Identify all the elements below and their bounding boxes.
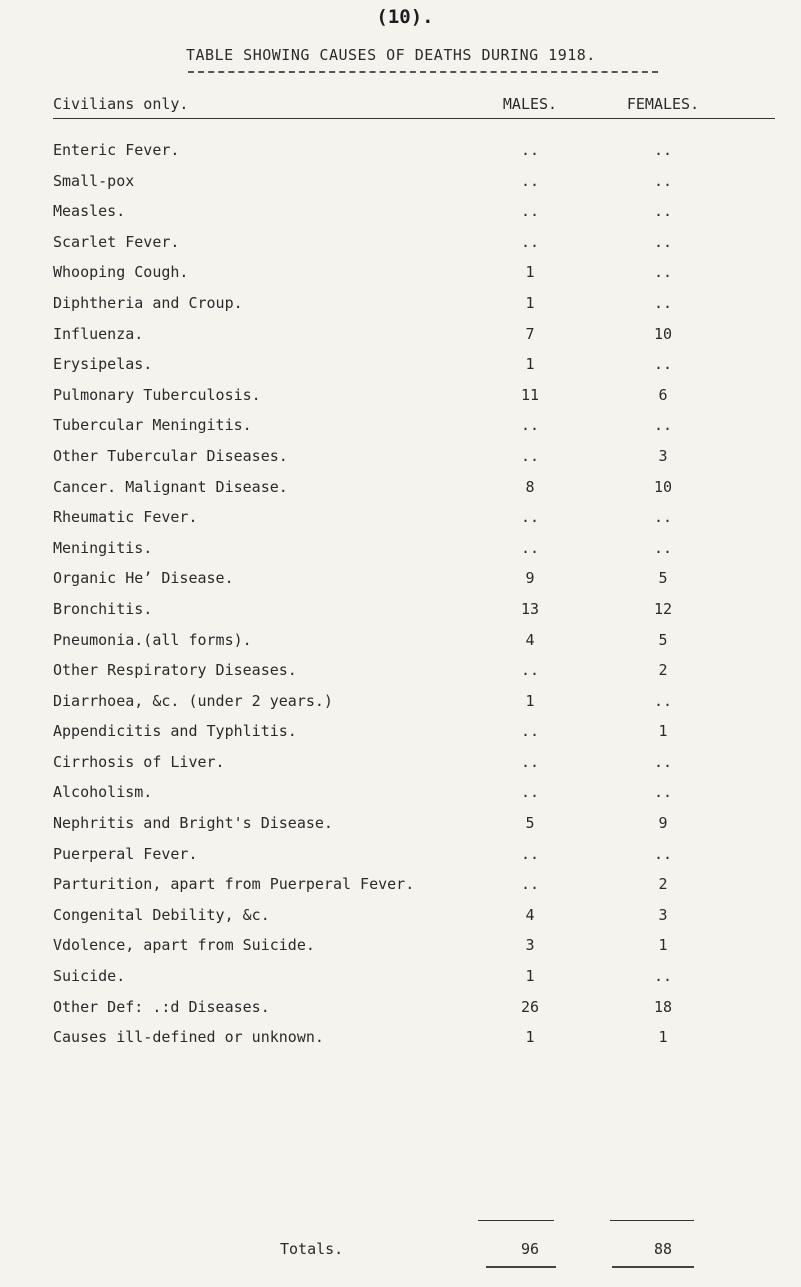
table-row [53,966,773,997]
cause-cell: Alcoholism. [53,783,153,802]
cause-cell: Cirrhosis of Liver. [53,752,225,771]
title-underline [188,71,658,73]
table-row [53,171,773,202]
females-cell: .. [653,355,673,374]
totals-row [53,1240,773,1262]
males-cell: 1 [525,355,535,374]
males-cell: 1 [525,691,535,710]
females-cell: .. [653,967,673,986]
table-row [53,599,773,630]
males-cell: 1 [525,293,535,312]
females-cell: .. [653,783,673,802]
females-cell: 3 [658,446,668,465]
males-cell: 11 [520,385,540,404]
females-cell: 3 [658,905,668,924]
cause-cell: Organic He’ Disease. [53,569,234,588]
table-row [53,691,773,722]
females-cell: 10 [653,324,673,343]
table-row [53,721,773,752]
females-cell: .. [653,141,673,159]
females-cell: 10 [653,477,673,496]
females-cell: .. [653,263,673,282]
males-cell: .. [520,232,540,251]
males-cell: 1 [525,263,535,282]
females-cell: .. [653,232,673,251]
table-title: TABLE SHOWING CAUSES OF DEATHS DURING 1918. [186,46,596,64]
table-row [53,293,773,324]
cause-cell: Enteric Fever. [53,141,180,159]
males-cell: .. [520,171,540,190]
males-cell: .. [520,202,540,221]
cause-cell: Scarlet Fever. [53,232,180,251]
cause-cell: Influenza. [53,324,144,343]
cause-cell: Diarrhoea, &c. (under 2 years.) [53,691,333,710]
males-cell: 9 [525,569,535,588]
cause-cell: Other Def: .:d Diseases. [53,997,270,1016]
cause-cell: Small-pox [53,171,135,190]
females-cell: 1 [658,936,668,955]
males-cell: .. [520,875,540,894]
males-cell: .. [520,661,540,680]
females-cell: .. [653,508,673,527]
males-cell: .. [520,752,540,771]
cause-cell: Parturition, apart from Puerperal Fever. [53,875,415,894]
females-cell: 6 [658,385,668,404]
table-row [53,446,773,477]
table-row [53,232,773,263]
males-cell: .. [520,141,540,159]
males-cell: 4 [525,630,535,649]
males-cell: 8 [525,477,535,496]
cause-cell: Appendicitis and Typhlitis. [53,722,297,741]
cause-cell: Bronchitis. [53,599,153,618]
cause-cell: Rheumatic Fever. [53,508,198,527]
cause-cell: Whooping Cough. [53,263,189,282]
males-cell: .. [520,416,540,435]
females-cell: 5 [658,569,668,588]
females-cell: 5 [658,630,668,649]
table-row [53,538,773,569]
cause-cell: Other Respiratory Diseases. [53,661,297,680]
males-cell: 3 [525,936,535,955]
cause-cell: Measles. [53,202,126,221]
cause-cell: Meningitis. [53,538,153,557]
males-cell: .. [520,722,540,741]
table-row [53,630,773,661]
males-cell: 5 [525,814,535,833]
totals-males: 96 [520,1240,540,1258]
females-cell: 1 [658,1028,668,1047]
males-cell: 7 [525,324,535,343]
table-body [53,140,773,1058]
table-row [53,354,773,385]
cause-cell: Causes ill-defined or unknown. [53,1028,324,1047]
males-total-rule [478,1220,554,1221]
females-total-underline [612,1266,694,1268]
cause-cell: Erysipelas. [53,355,153,374]
females-cell: .. [653,752,673,771]
header-males: MALES. [502,95,558,113]
females-cell: 9 [658,814,668,833]
header-cause: Civilians only. [53,95,189,113]
table-row [53,262,773,293]
males-cell: 1 [525,967,535,986]
table-row [53,782,773,813]
cause-cell: Nephritis and Bright's Disease. [53,814,333,833]
table-row [53,997,773,1028]
cause-cell: Puerperal Fever. [53,844,198,863]
females-cell: 2 [658,661,668,680]
females-total-rule [610,1220,694,1221]
females-cell: 1 [658,722,668,741]
cause-cell: Diphtheria and Croup. [53,293,243,312]
cause-cell: Other Tubercular Diseases. [53,446,288,465]
cause-cell: Pulmonary Tuberculosis. [53,385,261,404]
cause-cell: Tubercular Meningitis. [53,416,252,435]
table-row [53,140,773,171]
cause-cell: Cancer. Malignant Disease. [53,477,288,496]
table-row [53,1027,773,1058]
table-row [53,752,773,783]
males-cell: 1 [525,1028,535,1047]
table-row [53,935,773,966]
table-row [53,568,773,599]
table-row [53,844,773,875]
table-header [53,95,773,117]
males-cell: 26 [520,997,540,1016]
header-females: FEMALES. [626,95,700,113]
totals-females: 88 [653,1240,673,1258]
cause-cell: Pneumonia.(all forms). [53,630,252,649]
header-underline [53,118,775,119]
table-row [53,385,773,416]
males-cell: 13 [520,599,540,618]
females-cell: 12 [653,599,673,618]
cause-cell: Suicide. [53,967,126,986]
table-row [53,660,773,691]
males-cell: 4 [525,905,535,924]
table-row [53,201,773,232]
table-row [53,905,773,936]
females-cell: .. [653,844,673,863]
table-row [53,507,773,538]
females-cell: 18 [653,997,673,1016]
females-cell: .. [653,416,673,435]
females-cell: .. [653,691,673,710]
table-row [53,324,773,355]
females-cell: 2 [658,875,668,894]
males-cell: .. [520,783,540,802]
females-cell: .. [653,202,673,221]
table-row [53,477,773,508]
males-cell: .. [520,508,540,527]
males-cell: .. [520,446,540,465]
cause-cell: Congenital Debility, &c. [53,905,270,924]
females-cell: .. [653,171,673,190]
males-cell: .. [520,844,540,863]
males-total-underline [486,1266,556,1268]
females-cell: .. [653,538,673,557]
totals-label: Totals. [280,1240,344,1258]
females-cell: .. [653,293,673,312]
males-cell: .. [520,538,540,557]
table-row [53,874,773,905]
page-number: (10). [376,6,434,28]
table-row [53,813,773,844]
cause-cell: Vdolence, apart from Suicide. [53,936,315,955]
table-row [53,415,773,446]
